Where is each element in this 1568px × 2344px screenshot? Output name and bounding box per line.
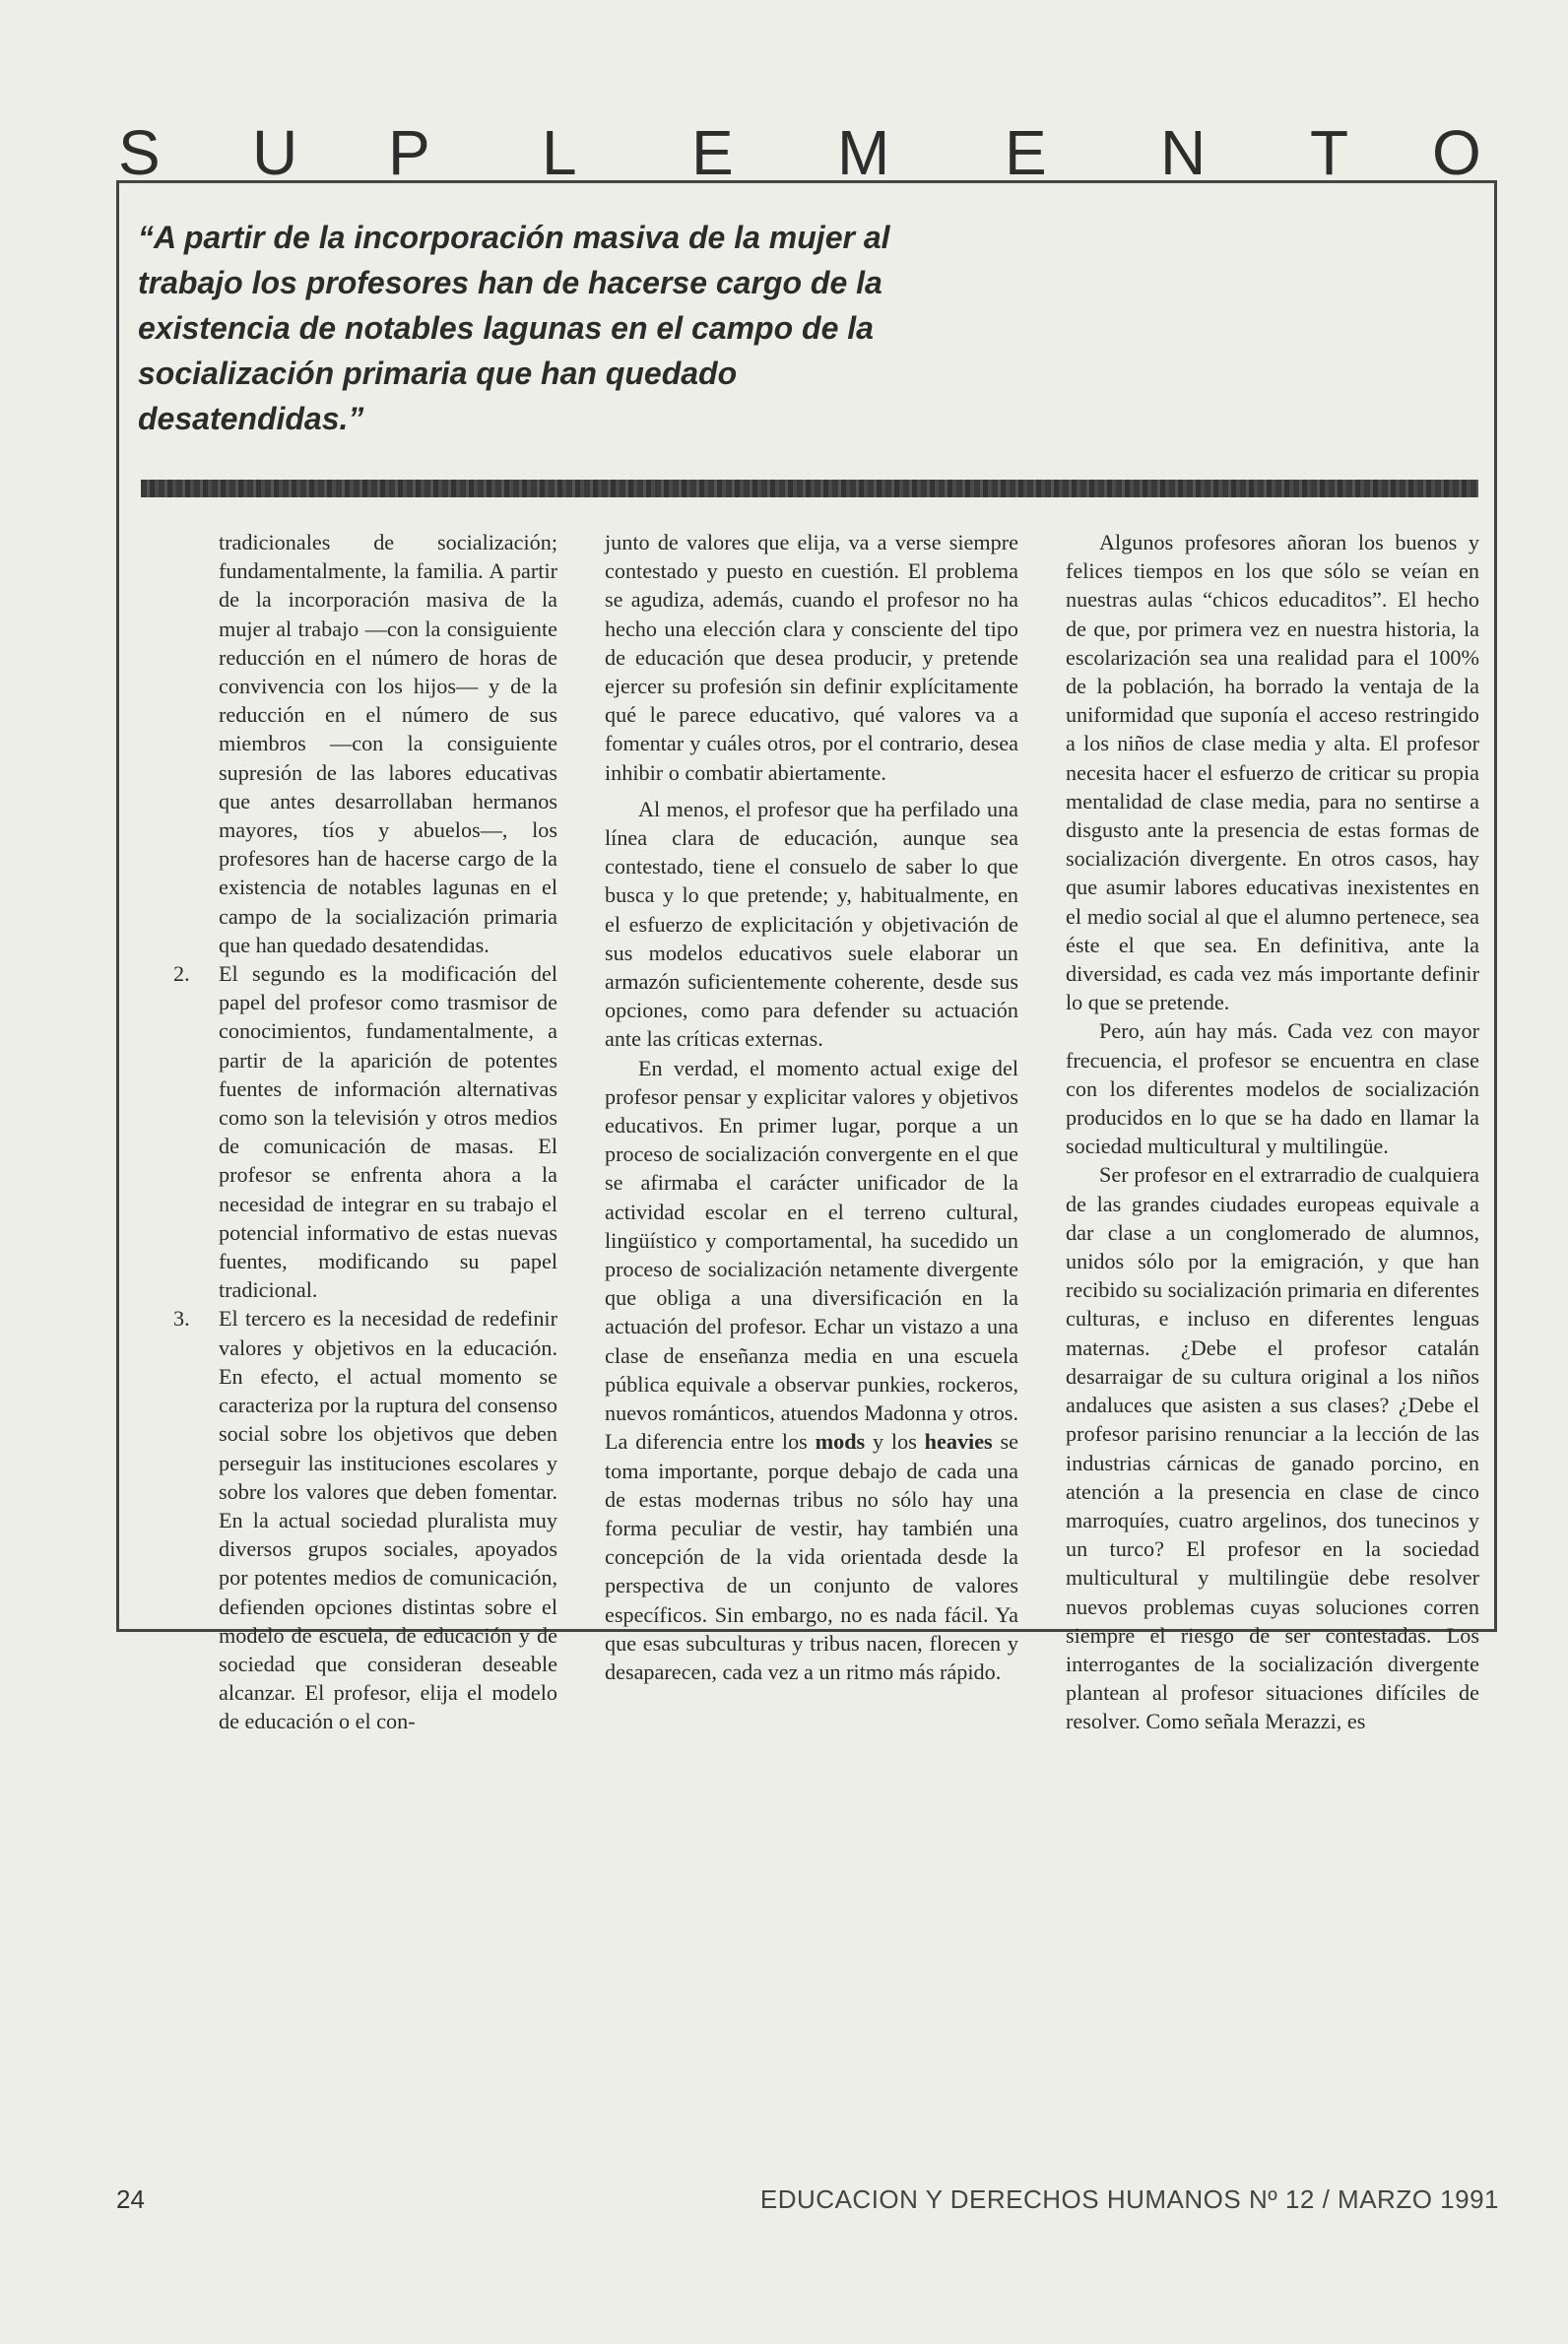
paragraph: tradicionales de socialización; fundamentalmente, la familia. A partir de la incorporación masiva de la mujer al trabajo —con la consiguiente reducción en el número de horas de convivencia con los hijos— y de la reducción en el número de sus miembros —con la consiguiente supresión de las labores educativas que antes desarrollaban hermanos mayores, tíos y abuelos—, los profesores han de hacerse cargo de la existencia de notables lagunas en el campo de la socialización primaria que han quedado desatendidas. bbox=[219, 530, 557, 957]
header-letter: E bbox=[691, 117, 734, 188]
text-column-1 bbox=[173, 528, 557, 1736]
header-letter: E bbox=[1005, 117, 1047, 188]
header-letter: T bbox=[1310, 117, 1349, 188]
list-number: 3. bbox=[173, 1306, 190, 1332]
paragraph-text: se toma importante, porque debajo de cada una de estas modernas tribus no sólo hay una forma peculiar de vestir, hay también una concepción de la vida orientada desde la perspectiva de un conjunto de valores específicos. Sin embargo, no es nada fácil. Ya que esas subculturas y tribus nacen, florecen y desaparecen, cada vez a un ritmo más rápido. bbox=[605, 1429, 1018, 1684]
text-column-2 bbox=[605, 528, 1018, 1686]
paragraph-text: y los bbox=[865, 1429, 925, 1455]
paragraph: Pero, aún hay más. Cada vez con mayor frecuencia, el profesor se encuentra en clase con los diferentes modelos de socialización producidos en lo que se ha dado en llamar la sociedad multicultural y multilingüe. bbox=[1066, 1018, 1479, 1159]
paragraph bbox=[605, 1054, 1018, 1686]
decorative-band bbox=[141, 480, 1478, 497]
emphasis-heavies: heavies bbox=[924, 1429, 993, 1455]
frame-right-rule bbox=[1494, 180, 1497, 1630]
header-letter: U bbox=[252, 117, 298, 188]
paragraph: El tercero es la necesidad de redefinir valores y objetivos en la educación. En efecto, el actual momento se caracteriza por la ruptura del consenso social sobre los objetivos que deben perseguir las instituciones escolares y sobre los valores que deben fomentar. En la actual sociedad pluralista muy diversos grupos sociales, apoyados por potentes medios de comunicación, defienden opciones distintas sobre el modelo de escuela, de educación y de sociedad que consideran deseable alcanzar. El profesor, elija el modelo de educación o el con- bbox=[219, 1306, 557, 1734]
header-letter: O bbox=[1432, 117, 1481, 188]
paragraph: junto de valores que elija, va a verse siempre contestado y puesto en cuestión. El problema se agudiza, además, cuando el profesor no ha hecho una elección clara y consciente del tipo de educación que desea producir, y pretende ejercer su profesión sin definir explícitamente qué le parece educativo, qué valores va a fomentar y cuáles otros, por el contrario, desea inhibir o combatir abiertamente. bbox=[605, 530, 1018, 785]
header-letter: M bbox=[837, 117, 890, 188]
publication-footer: EDUCACION Y DERECHOS HUMANOS Nº 12 / MARZO 1991 bbox=[759, 2184, 1499, 2214]
header-letter: P bbox=[388, 117, 430, 188]
page-number: 24 bbox=[116, 2184, 145, 2214]
emphasis-mods: mods bbox=[815, 1429, 866, 1455]
paragraph: Ser profesor en el extrarradio de cualquiera de las grandes ciudades europeas equivale a dar clase a un conglomerado de alumnos, unidos sólo por la emigración, y que han recibido su socialización primaria en diferentes culturas, e incluso en diferentes lenguas maternas. ¿Debe el profesor catalán desarraigar de su cultura original a los niños andaluces que asisten a sus clases? ¿Debe el profesor parisino renunciar a la lección de las industrias cárnicas de ganado porcino, en atención a la presencia en clase de cinco marroquíes, cuatro argelinos, dos tunecinos y un turco? El profesor en la sociedad multicultural y multilingüe debe resolver nuevos problemas cuyas soluciones corren siempre el riesgo de ser contestadas. Los interrogantes de la socialización divergente plantean al profesor situaciones difíciles de resolver. Como señala Merazzi, es bbox=[1066, 1162, 1479, 1734]
frame-top-rule bbox=[116, 180, 1497, 183]
paragraph: Al menos, el profesor que ha perfilado una línea clara de educación, aunque sea contestado, tiene el consuelo de saber lo que busca y lo que pretende; y, habitualmente, en el esfuerzo de explicitación y objetivación de sus modelos educativos suele elaborar un armazón suficientemente coherente, desde sus opciones, como para defender su actuación ante las críticas externas. bbox=[605, 796, 1018, 1052]
paragraph-text: En verdad, el momento actual exige del profesor pensar y explicitar valores y objetivos educativos. En primer lugar, porque a un proceso de socialización convergente en el que se afirmaba el carácter unificador de la actividad escolar en el terreno cultural, lingüístico y comportamental, ha sucedido un proceso de socialización netamente divergente que obliga a una diversificación en la actuación del profesor. Echar un vistazo a una clase de enseñanza media en una escuela pública equivale a observar punkies, rockeros, nuevos románticos, atuendos Madonna y otros. La diferencia entre los bbox=[605, 1055, 1018, 1455]
header-letter: L bbox=[542, 117, 577, 188]
pull-quote: “A partir de la incorporación masiva de la mujer al trabajo los profesores han de hacerse cargo de la existencia de notables lagunas en el campo de la socialización primaria que han quedado desatendidas.” bbox=[138, 220, 890, 436]
list-item-2 bbox=[173, 959, 557, 1304]
section-header bbox=[116, 118, 1495, 187]
frame-left-rule bbox=[116, 180, 119, 1630]
header-letter: N bbox=[1160, 117, 1207, 188]
text-column-3 bbox=[1066, 528, 1479, 1736]
list-item-3 bbox=[173, 1304, 557, 1735]
paragraph: El segundo es la modificación del papel del profesor como trasmisor de conocimientos, fundamentalmente, a partir de la aparición de potentes fuentes de información alternativas como son la televisión y otros medios de comunicación de masas. El profesor se enfrenta ahora a la necesidad de integrar en su trabajo el potencial informativo de estas nuevas fuentes, modificando su papel tradicional. bbox=[219, 961, 557, 1303]
header-letter: S bbox=[118, 117, 161, 188]
list-number: 2. bbox=[173, 961, 190, 987]
paragraph: Algunos profesores añoran los buenos y felices tiempos en los que sólo se veían en nuestras aulas “chicos educaditos”. El hecho de que, por primera vez en nuestra historia, la escolarización sea una realidad para el 100% de la población, ha borrado la ventaja de la uniformidad que suponía el acceso restringido a los niños de clase media y alta. El profesor necesita hacer el esfuerzo de criticar su propia mentalidad de clase media, para no sentirse a disgusto ante la presencia de estas formas de socialización divergente. En otros casos, hay que asumir labores educativas inexistentes en el medio social al que el alumno pertenece, sea éste el que sea. En definitiva, ante la diversidad, es cada vez más importante definir lo que se pretende. bbox=[1066, 530, 1479, 1015]
